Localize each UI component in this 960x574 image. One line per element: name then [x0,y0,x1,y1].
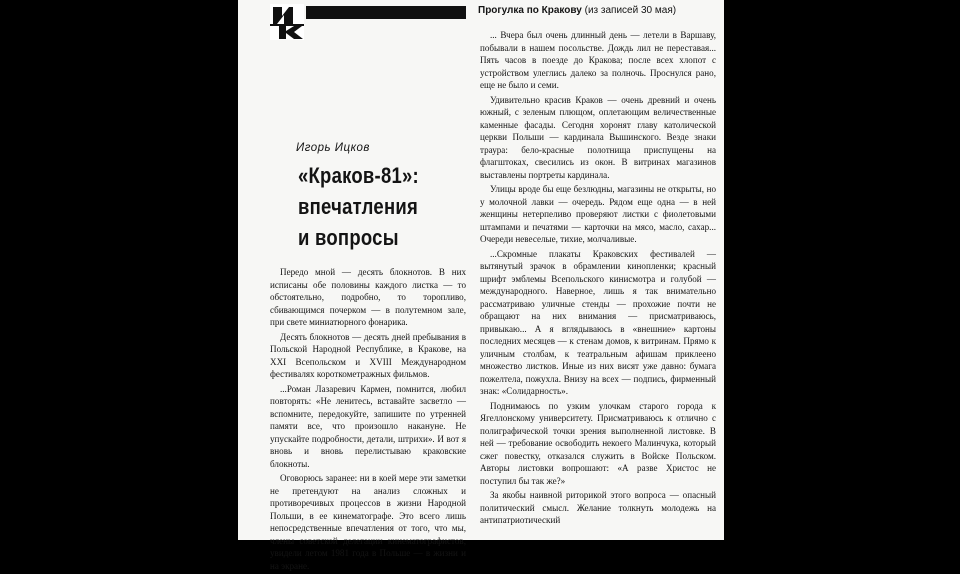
paragraph: За якобы наивной риторикой этого вопроса — опасный политический смысл. Желание толкнуть молодежь на антипатриотический [480,490,716,525]
paragraph: Удивительно красив Краков — очень древний и очень южный, с зеленым плющом, оплетающим величественные каменные фасады. Сегодня хоронят главу католической церкви Польши — кардинала Вышинского. Везде знаки траура: бело-красные полотнища приспущены на флагштоках, свесились из окон. В витринах магазинов выставлены портреты кардинала. [480,94,716,180]
left-column [270,266,466,574]
article-author: Игорь Ицков [296,142,370,154]
paragraph: Десять блокнотов — десять дней пребывания в Польской Народной Республике, в Кракове, на XXI Всепольском и XVIII Международном фестивалях короткометражных фильмов. [270,331,466,379]
headline-line: и вопросы [298,225,399,250]
rubric-logo-graphic [270,4,304,40]
paragraph: ...Скромные плакаты Краковских фестивалей — вытянутый зрачок в обрамлении кинопленки; красный шрифт эмблемы Всепольского кинисмотра и голубой — международного. Наверное, лишь я так внимательно рассматриваю уличные стенды — прохожие почти не обращают на них внимания — присматриваюсь, привыкаю... А я вглядываюсь в «внешние» картоны последних месяцев — к стенам домов, к витринам. Прямо к уличным столбам, к театральным афишам приклеено множество листков. Иные из них висят уже давно: бумага пожелтела, пожухла. Внизу на всех — подпись, фирменный знак: «Солидарность». [480,248,716,396]
paragraph: Передо мной — десять блокнотов. В них исписаны обе половины каждого листка — то обстоятельно, подробно, то торопливо, сбивающимся почерком — в полутемном зале, при свете миниатюрного фонарика. [270,267,466,327]
right-column [480,29,716,529]
newspaper-page [238,0,724,571]
header-title: Прогулка по Кракову [478,5,582,16]
paragraph: ... Вчера был очень длинный день — летели в Варшаву, побывали в нашем посольстве. Дождь лил не переставая... Пять часов в поезде до Кракова; после всех хлопот с устройством улеглись далеко за полночь. Проснулся рано, еще не было и семи. [480,30,716,90]
paragraph: Поднимаюсь по узким улочкам старого города к Ягеллонскому университету. Присматриваюсь к отлично с полиграфической точки зрения выполненной листовке. В ней — требование освободить некоего Малинчука, который сжег повестку, отказался служить в Войске Польском. Авторы листовки вопрошают: «А разве Христос не поступил бы так же?» [480,400,716,486]
paragraph: Оговорюсь заранее: ни в коей мере эти заметки не претендуют на анализ сложных и противоречивых процессов в жизни Народной Польши, в ее кинематографе. Это всего лишь непосредственные впечатления от того, что мы, члены советской делегации кинематографистов, увидели летом 1981 года в Польше — в жизни и на экране. [270,473,466,571]
rubric-logo [270,4,304,40]
paragraph: Улицы вроде бы еще безлюдны, магазины не открыты, но у молочной лавки — очередь. Рядом еще одна — в ней женщины нетерпеливо проверяют листки с фиолетовыми штампами и печатями — карточки на мясо, масло, сахар... Очереди невеселые, тихие, молчаливые. [480,184,716,244]
article-headline [298,160,432,253]
paragraph: ...Роман Лазаревич Кармен, помнится, любил повторять: «Не ленитесь, вставайте засветло — вспомните, передокуйте, запишите по утренней памяти все, что произошло накануне. Не упускайте подробности, детали, штрихи». И вот я вновь и вновь перелистываю краковские блокноты. [270,383,466,469]
header-subtitle: (из записей 30 мая) [584,5,677,16]
headline-line: «Краков-81»: [298,163,419,188]
rubric-bar [306,6,466,19]
headline-line: впечатления [298,194,419,219]
page-header [478,5,718,16]
